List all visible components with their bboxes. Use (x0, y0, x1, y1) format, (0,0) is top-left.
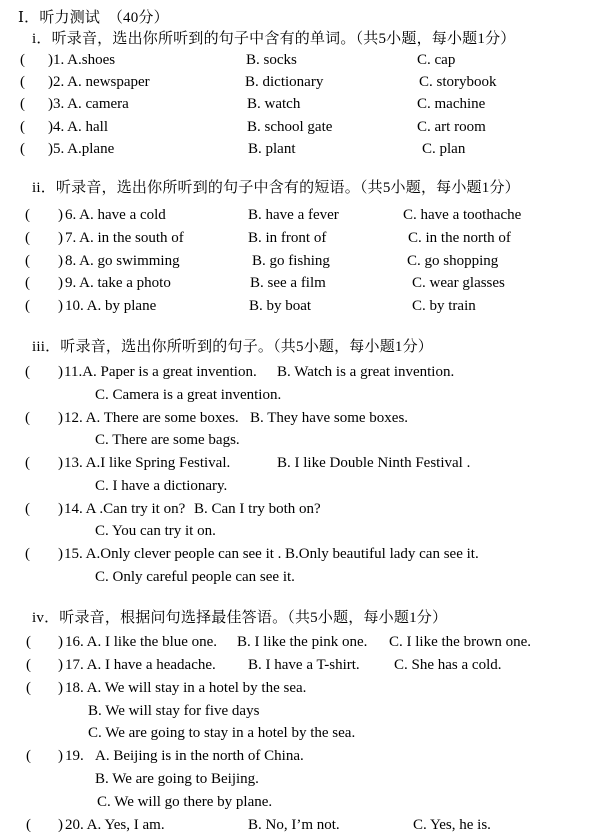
option-b: B. We will stay for five days (88, 703, 260, 719)
answer-bracket-open: ( (25, 230, 30, 246)
answer-bracket-open: ( (25, 298, 30, 314)
question-7 (0, 228, 614, 249)
section-title-text: Ⅰ．听力测试 （40分） (18, 10, 169, 26)
option-c: C. go shopping (407, 253, 499, 269)
answer-bracket-close: ) (58, 817, 63, 833)
option-a: 4. A. hall (53, 119, 108, 135)
option-a: 1. A.shoes (53, 52, 116, 68)
option-a: 18. A. We will stay in a hotel by the sea. (65, 680, 307, 696)
answer-bracket-open: ( (20, 74, 25, 90)
option-b: B.Only beautiful lady can see it. (285, 546, 479, 562)
answer-bracket-close: ) (58, 546, 63, 562)
answer-bracket-close: ) (58, 298, 63, 314)
option-c: C. You can try it on. (95, 523, 216, 539)
answer-bracket-close: ) (48, 96, 53, 112)
answer-bracket-close: ) (58, 680, 63, 696)
option-b: B. They have some boxes. (250, 410, 409, 426)
option-c: C. Yes, he is. (413, 817, 491, 833)
answer-bracket-close: ) (58, 501, 63, 517)
option-b: B. watch (247, 96, 301, 112)
answer-bracket-open: ( (26, 680, 31, 696)
question-18-option-c (0, 723, 614, 744)
option-c: C. She has a cold. (394, 657, 502, 673)
question-18 (0, 678, 614, 699)
answer-bracket-open: ( (20, 52, 25, 68)
option-a: A. Beijing is in the north of China. (95, 748, 304, 764)
question-4 (0, 117, 614, 138)
answer-bracket-close: ) (58, 634, 63, 650)
question-12-option-c (0, 430, 614, 451)
instruction-text: iii．听录音，选出你所听到的句子。（共5小题，每小题1分） (32, 339, 434, 355)
option-a: 16. A. I like the blue one. (65, 634, 218, 650)
option-c: C. wear glasses (412, 275, 505, 291)
option-a: 5. A.plane (53, 141, 115, 157)
question-17 (0, 655, 614, 676)
option-c: C. plan (422, 141, 466, 157)
option-c: C. by train (412, 298, 476, 314)
answer-bracket-close: ) (58, 364, 63, 380)
option-b: B. have a fever (248, 207, 339, 223)
question-6 (0, 205, 614, 226)
question-11-option-c (0, 385, 614, 406)
question-19-option-b (0, 769, 614, 790)
option-c: C. I like the brown one. (389, 634, 532, 650)
question-10 (0, 296, 614, 317)
answer-bracket-close: ) (48, 119, 53, 135)
answer-bracket-close: ) (58, 253, 63, 269)
option-c: C. I have a dictionary. (95, 478, 228, 494)
answer-bracket-close: ) (48, 52, 53, 68)
option-c: C. There are some bags. (95, 432, 240, 448)
option-a: 6. A. have a cold (65, 207, 166, 223)
option-b: B. I have a T-shirt. (248, 657, 360, 673)
answer-bracket-open: ( (20, 119, 25, 135)
question-13-option-c (0, 476, 614, 497)
instruction-i (0, 29, 614, 50)
option-b: B. I like Double Ninth Festival . (277, 455, 471, 471)
option-b: B. No, I’m not. (248, 817, 340, 833)
option-c: C. Camera is a great invention. (95, 387, 282, 403)
question-13 (0, 453, 614, 474)
option-a: 2. A. newspaper (53, 74, 150, 90)
answer-bracket-open: ( (25, 546, 30, 562)
question-19-option-c (0, 792, 614, 813)
option-c: C. We will go there by plane. (97, 794, 273, 810)
option-a: 14. A .Can try it on? (64, 501, 186, 517)
instruction-text: ii．听录音，选出你所听到的句子中含有的短语。（共5小题，每小题1分） (32, 180, 520, 196)
option-a: 11.A. Paper is a great invention. (64, 364, 257, 380)
answer-bracket-close: ) (58, 275, 63, 291)
answer-bracket-open: ( (25, 455, 30, 471)
answer-bracket-open: ( (25, 410, 30, 426)
answer-bracket-close: ) (58, 230, 63, 246)
instruction-iv (0, 608, 614, 629)
option-b: B. in front of (248, 230, 327, 246)
question-16 (0, 632, 614, 653)
option-a: 12. A. There are some boxes. (64, 410, 239, 426)
answer-bracket-open: ( (20, 96, 25, 112)
option-b: B. school gate (247, 119, 333, 135)
instruction-ii (0, 178, 614, 199)
option-a: 7. A. in the south of (65, 230, 184, 246)
option-a: 10. A. by plane (65, 298, 157, 314)
option-c: C. art room (417, 119, 486, 135)
option-b: B. by boat (249, 298, 312, 314)
question-9 (0, 273, 614, 294)
option-b: B. go fishing (252, 253, 330, 269)
instruction-text: iv．听录音，根据问句选择最佳答语。（共5小题，每小题1分） (32, 610, 448, 626)
option-a: 17. A. I have a headache. (65, 657, 216, 673)
option-b: B. We are going to Beijing. (95, 771, 259, 787)
option-c: C. We are going to stay in a hotel by the sea. (88, 725, 356, 741)
answer-bracket-open: ( (26, 657, 31, 673)
option-b: B. Watch is a great invention. (277, 364, 455, 380)
question-11 (0, 362, 614, 383)
answer-bracket-close: ) (48, 141, 53, 157)
option-a: 13. A.I like Spring Festival. (64, 455, 231, 471)
option-b: B. socks (246, 52, 297, 68)
question-19 (0, 746, 614, 767)
answer-bracket-close: ) (58, 207, 63, 223)
question-12 (0, 408, 614, 429)
instruction-iii (0, 337, 614, 358)
option-b: B. Can I try both on? (194, 501, 321, 517)
question-5 (0, 139, 614, 160)
answer-bracket-open: ( (26, 634, 31, 650)
question-8 (0, 251, 614, 272)
option-a: 8. A. go swimming (65, 253, 180, 269)
answer-bracket-open: ( (25, 275, 30, 291)
option-b: B. I like the pink one. (237, 634, 368, 650)
question-14 (0, 499, 614, 520)
question-20 (0, 815, 614, 836)
option-c: C. Only careful people can see it. (95, 569, 295, 585)
instruction-text: i．听录音，选出你所听到的句子中含有的单词。（共5小题，每小题1分） (32, 31, 516, 47)
answer-bracket-close: ) (58, 657, 63, 673)
answer-bracket-open: ( (25, 364, 30, 380)
answer-bracket-close: ) (58, 455, 63, 471)
answer-bracket-close: ) (48, 74, 53, 90)
question-14-option-c (0, 521, 614, 542)
question-15-option-c (0, 567, 614, 588)
question-number: 19. (65, 748, 84, 764)
option-c: C. cap (417, 52, 456, 68)
answer-bracket-open: ( (26, 817, 31, 833)
option-a: 15. A.Only clever people can see it . (64, 546, 282, 562)
option-c: C. machine (417, 96, 486, 112)
option-a: 20. A. Yes, I am. (65, 817, 165, 833)
answer-bracket-open: ( (25, 253, 30, 269)
option-c: C. have a toothache (403, 207, 522, 223)
question-15 (0, 544, 614, 565)
option-a: 9. A. take a photo (65, 275, 171, 291)
question-3 (0, 94, 614, 115)
question-18-option-b (0, 701, 614, 722)
option-b: B. dictionary (245, 74, 324, 90)
option-b: B. plant (248, 141, 296, 157)
option-c: C. in the north of (408, 230, 511, 246)
option-b: B. see a film (250, 275, 326, 291)
answer-bracket-close: ) (58, 410, 63, 426)
answer-bracket-open: ( (25, 207, 30, 223)
answer-bracket-open: ( (26, 748, 31, 764)
answer-bracket-close: ) (58, 748, 63, 764)
option-c: C. storybook (419, 74, 497, 90)
question-1 (0, 50, 614, 71)
question-2 (0, 72, 614, 93)
answer-bracket-open: ( (25, 501, 30, 517)
answer-bracket-open: ( (20, 141, 25, 157)
section-title (0, 8, 614, 29)
option-a: 3. A. camera (53, 96, 129, 112)
